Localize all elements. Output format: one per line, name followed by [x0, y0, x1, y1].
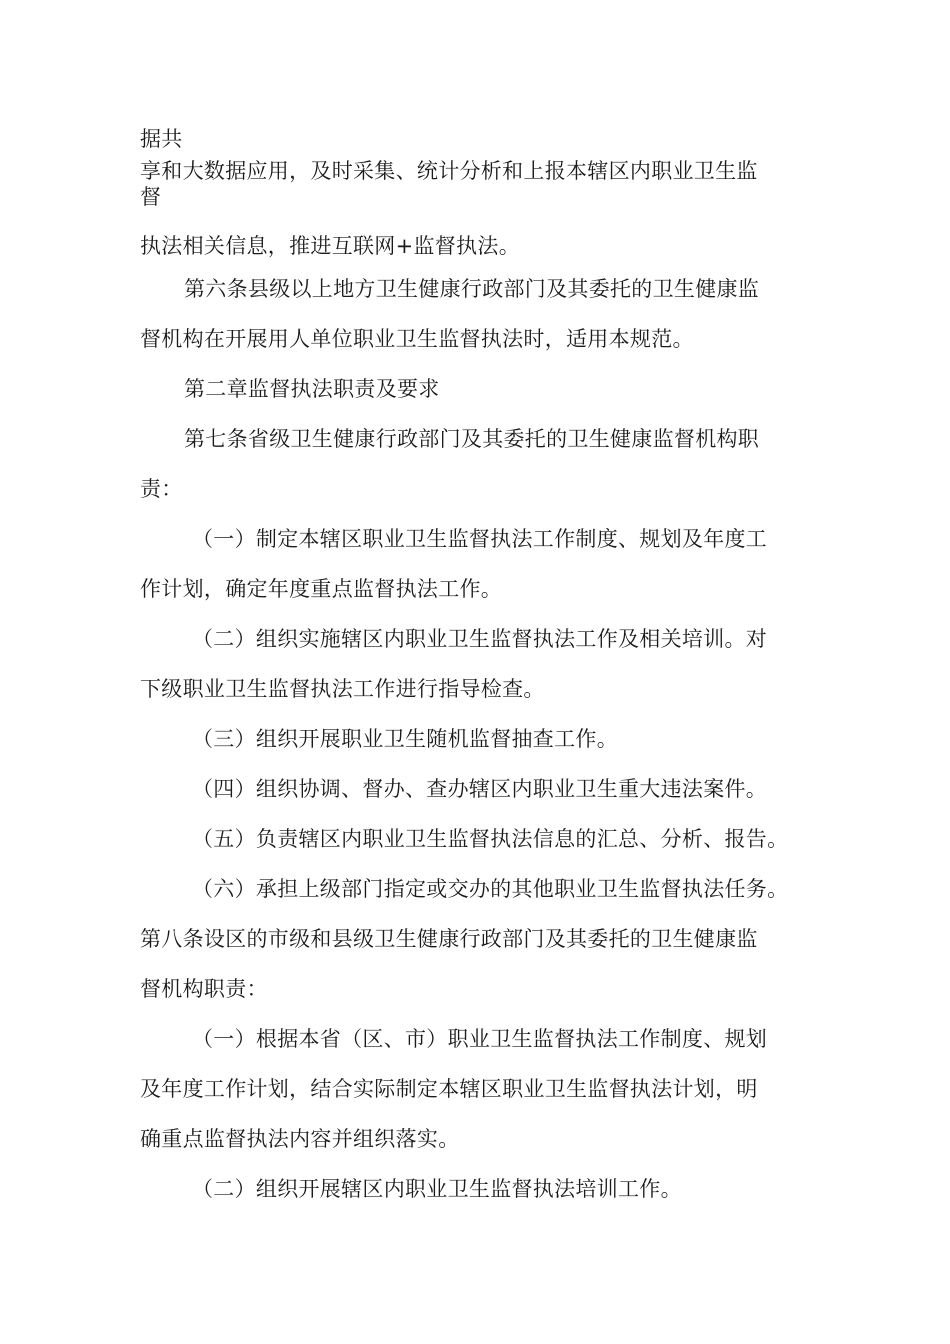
chapter-heading: 第二章监督执法职责及要求 [184, 377, 440, 401]
list-item: （四）组织协调、督办、查办辖区内职业卫生重大违法案件。 [192, 777, 768, 801]
article-paragraph: 第七条省级卫生健康行政部门及其委托的卫生健康监督机构职 [184, 427, 760, 451]
text-line: 据共 [140, 127, 183, 151]
text-line: 确重点监督执法内容并组织落实。 [140, 1127, 460, 1151]
text-line: 下级职业卫生监督执法工作进行指导检查。 [140, 677, 545, 701]
list-item: （三）组织开展职业卫生随机监督抽查工作。 [192, 727, 618, 751]
list-item: （一）制定本辖区职业卫生监督执法工作制度、规划及年度工 [192, 527, 768, 551]
text-line: 督机构职责： [140, 977, 268, 1001]
list-item: （六）承担上级部门指定或交办的其他职业卫生监督执法任务。 [192, 877, 789, 901]
text-line: 督 [140, 185, 162, 209]
text-line: 作计划，确定年度重点监督执法工作。 [140, 577, 503, 601]
article-paragraph: 第六条县级以上地方卫生健康行政部门及其委托的卫生健康监 [184, 277, 760, 301]
list-item: （一）根据本省（区、市）职业卫生监督执法工作制度、规划 [192, 1027, 768, 1051]
text-line: 责： [140, 477, 183, 501]
article-paragraph: 第八条设区的市级和县级卫生健康行政部门及其委托的卫生健康监 [140, 927, 758, 951]
text-line: 督机构在开展用人单位职业卫生监督执法时，适用本规范。 [140, 327, 694, 351]
text-line: 享和大数据应用，及时采集、统计分析和上报本辖区内职业卫生监 [140, 159, 758, 183]
list-item: （二）组织实施辖区内职业卫生监督执法工作及相关培训。对 [192, 627, 768, 651]
list-item: （二）组织开展辖区内职业卫生监督执法培训工作。 [192, 1177, 682, 1201]
text-line: 及年度工作计划，结合实际制定本辖区职业卫生监督执法计划，明 [140, 1077, 758, 1101]
list-item: （五）负责辖区内职业卫生监督执法信息的汇总、分析、报告。 [192, 827, 789, 851]
text-line: 执法相关信息，推进互联网+监督执法。 [140, 234, 520, 258]
